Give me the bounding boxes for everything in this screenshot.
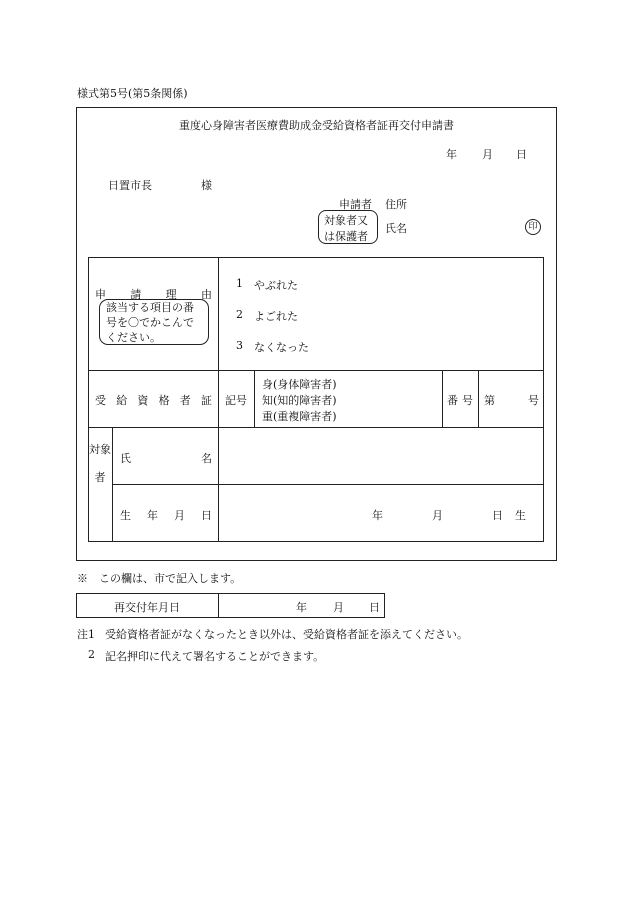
reason-header: 申 請 理 由 — [95, 288, 212, 301]
subject-name-label: 氏 名 — [120, 452, 212, 465]
dob-year[interactable]: 年 — [372, 509, 383, 522]
number-label: 番 号 — [447, 394, 473, 407]
code-multiple[interactable]: 重(重複障害者) — [262, 410, 337, 423]
footnote-2-text: 記名押印に代えて署名することができます。 — [105, 650, 325, 663]
addressee-name: 日置市長 — [108, 179, 152, 192]
addressee-honorific: 様 — [201, 179, 212, 192]
date-month[interactable]: 月 — [482, 148, 493, 161]
reissue-month[interactable]: 月 — [333, 601, 344, 614]
certificate-label: 受 給 資 格 者 証 — [95, 394, 212, 407]
reissue-label: 再交付年月日 — [114, 601, 180, 614]
row-divider — [112, 484, 544, 485]
form-number: 様式第5号(第5条関係) — [77, 87, 188, 100]
dob-suffix: 生 — [515, 509, 526, 522]
dob-day[interactable]: 日 — [492, 509, 503, 522]
option-3-text[interactable]: なくなった — [254, 341, 309, 354]
code-label: 記号 — [225, 394, 247, 407]
address-label[interactable]: 住所 — [385, 198, 407, 211]
reissue-year[interactable]: 年 — [296, 601, 307, 614]
option-2-num[interactable]: 2 — [236, 308, 243, 321]
reissue-divider — [218, 593, 219, 618]
row-divider — [88, 427, 544, 428]
column-divider — [112, 427, 113, 542]
subject-dob-label: 生 年 月 日 — [120, 509, 212, 522]
number-suffix: 号 — [528, 394, 539, 407]
form-title: 重度心身障害者医療費助成金受給資格者証再交付申請書 — [179, 119, 454, 132]
column-divider — [218, 257, 219, 542]
dob-month[interactable]: 月 — [432, 509, 443, 522]
row-divider — [88, 370, 544, 371]
reason-note: 該当する項目の番号を〇でかこんでください。 — [106, 301, 194, 344]
option-3-num[interactable]: 3 — [236, 339, 243, 352]
column-divider — [478, 370, 479, 427]
option-1-num[interactable]: 1 — [236, 277, 243, 290]
qualifier-line1: 対象者又 — [324, 214, 368, 227]
name-label[interactable]: 氏名 — [385, 222, 407, 235]
applicant-label: 申請者 — [339, 198, 372, 211]
column-divider — [254, 370, 255, 427]
code-intellectual[interactable]: 知(知的障害者) — [262, 394, 337, 407]
date-year[interactable]: 年 — [446, 148, 457, 161]
city-note: ※ この欄は、市で記入します。 — [77, 572, 242, 585]
footnote-1-text: 受給資格者証がなくなったとき以外は、受給資格者証を添えてください。 — [105, 628, 468, 641]
number-prefix[interactable]: 第 — [484, 394, 495, 407]
footnote-1-num: 注1 — [77, 628, 95, 641]
date-day[interactable]: 日 — [516, 148, 527, 161]
subject-label: 対象者 — [89, 443, 111, 484]
qualifier-line2: は保護者 — [324, 230, 368, 243]
option-1-text[interactable]: やぶれた — [254, 279, 298, 292]
reissue-day[interactable]: 日 — [369, 601, 380, 614]
seal-mark: 印 — [525, 219, 541, 235]
column-divider — [442, 370, 443, 427]
footnote-2-num: 2 — [88, 648, 95, 661]
code-physical[interactable]: 身(身体障害者) — [262, 378, 337, 391]
option-2-text[interactable]: よごれた — [254, 310, 298, 323]
